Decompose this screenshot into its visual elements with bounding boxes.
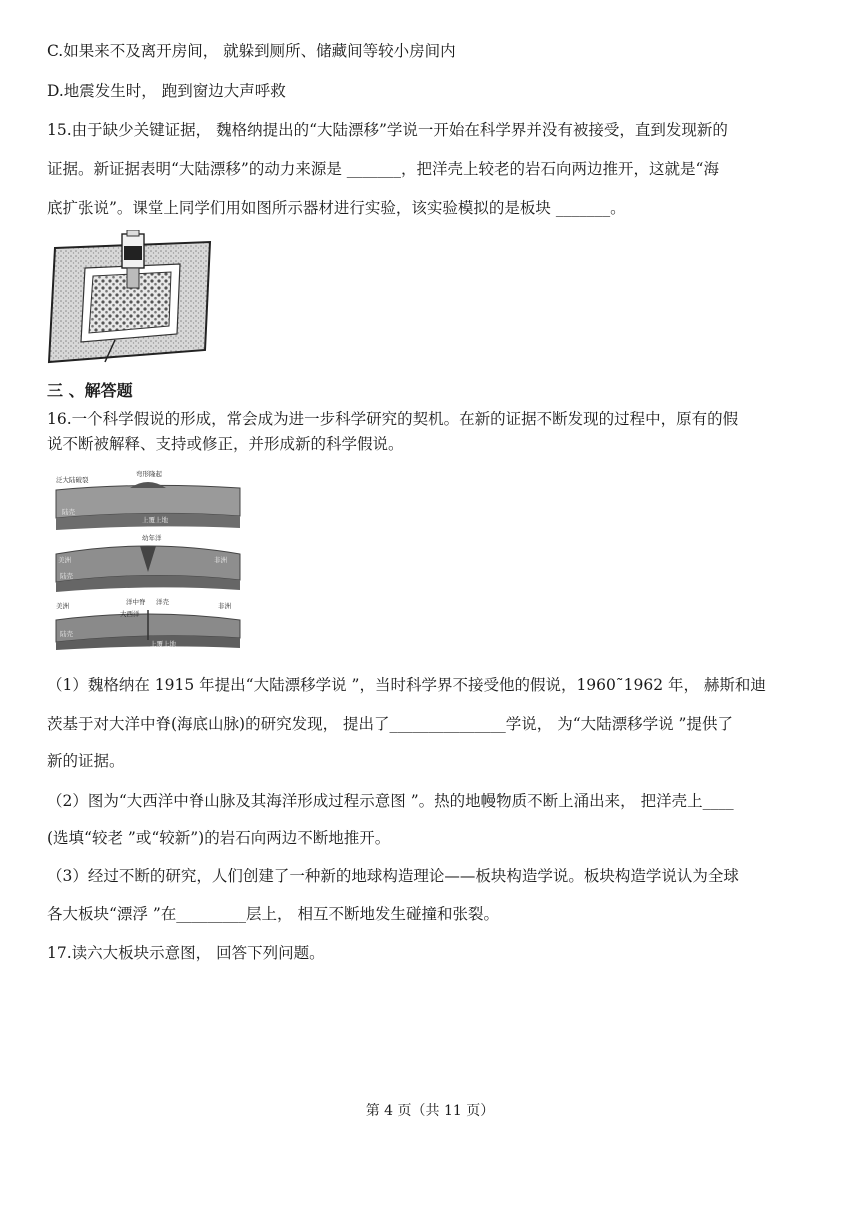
panel1-left-label: 泛大陆破裂 [56, 476, 89, 484]
panel3-left-label: 美洲 [56, 602, 69, 610]
question-16-part-1-line-3: 新的证据。 [47, 752, 125, 770]
panel2-left-label: 美洲 [58, 556, 71, 564]
panel2-right-label: 非洲 [214, 556, 227, 564]
panel3-right-label: 非洲 [218, 602, 231, 610]
question-16-part-3-line-2: 各大板块“漂浮 ”在_________层上， 相互不断地发生碰撞和张裂。 [47, 905, 499, 923]
ridge-formation-figure [52, 470, 248, 650]
experiment-figure [45, 230, 217, 370]
panel1-mantle-label: 上覆上地 [142, 516, 168, 524]
question-17-line: 17.读六大板块示意图， 回答下列问题。 [47, 944, 325, 962]
option-c: C.如果来不及离开房间， 就躲到厕所、储藏间等较小房间内 [47, 42, 456, 60]
panel2-rock-label: 陆壳 [60, 572, 73, 580]
section-heading: 三 、解答题 [47, 381, 133, 400]
panel3-ridge-label: 洋中脊 [126, 598, 146, 606]
question-16-part-3-line-1: （3）经过不断的研究，人们创建了一种新的地球构造理论——板块构造学说。板块构造学说认为全球 [47, 867, 739, 885]
question-16-part-1-line-2: 茨基于对大洋中脊(海底山脉)的研究发现， 提出了_______________学说， 为“大陆漂移学说 ”提供了 [47, 715, 733, 733]
panel3-crust-label: 洋壳 [156, 598, 169, 606]
question-16-line-1: 16.一个科学假说的形成，常会成为进一步科学研究的契机。在新的证据不断发现的过程中，原有的假 [47, 410, 739, 428]
panel1-rock-label: 陆壳 [62, 508, 75, 516]
panel3-mantle-label: 上覆上地 [150, 640, 176, 648]
option-d: D.地震发生时， 跑到窗边大声呼救 [47, 82, 286, 100]
question-16-part-1-line-1: （1）魏格纳在 1915 年提出“大陆漂移学说 ”，当时科学界不接受他的假说，1960˜1962 年， 赫斯和迪 [47, 676, 766, 694]
question-15-line-2: 证据。新证据表明“大陆漂移”的动力来源是 _______，把洋壳上较老的岩石向两边推开，这就是“海 [47, 160, 719, 178]
question-15-line-3: 底扩张说”。课堂上同学们用如图所示器材进行实验，该实验模拟的是板块 _______。 [47, 199, 626, 217]
panel2-top-label: 幼年洋 [142, 534, 162, 542]
panel3-rock-label: 陆壳 [60, 630, 73, 638]
question-16-line-2: 说不断被解释、支持或修正，并形成新的科学假说。 [47, 435, 404, 453]
panel1-top-label: 弯形隆起 [136, 470, 162, 478]
question-16-part-2-line-2: (选填“较老 ”或“较新”)的岩石向两边不断地推开。 [47, 829, 391, 847]
question-15-line-1: 15.由于缺少关键证据， 魏格纳提出的“大陆漂移”学说一开始在科学界并没有被接受，直到发现新的 [47, 121, 728, 139]
panel3-ocean-label: 大西洋 [120, 610, 140, 618]
page-footer: 第 4 页（共 11 页） [365, 1103, 495, 1119]
question-16-part-2-line-1: （2）图为“大西洋中脊山脉及其海洋形成过程示意图 ”。热的地幔物质不断上涌出来， 把洋壳上____ [47, 792, 734, 810]
